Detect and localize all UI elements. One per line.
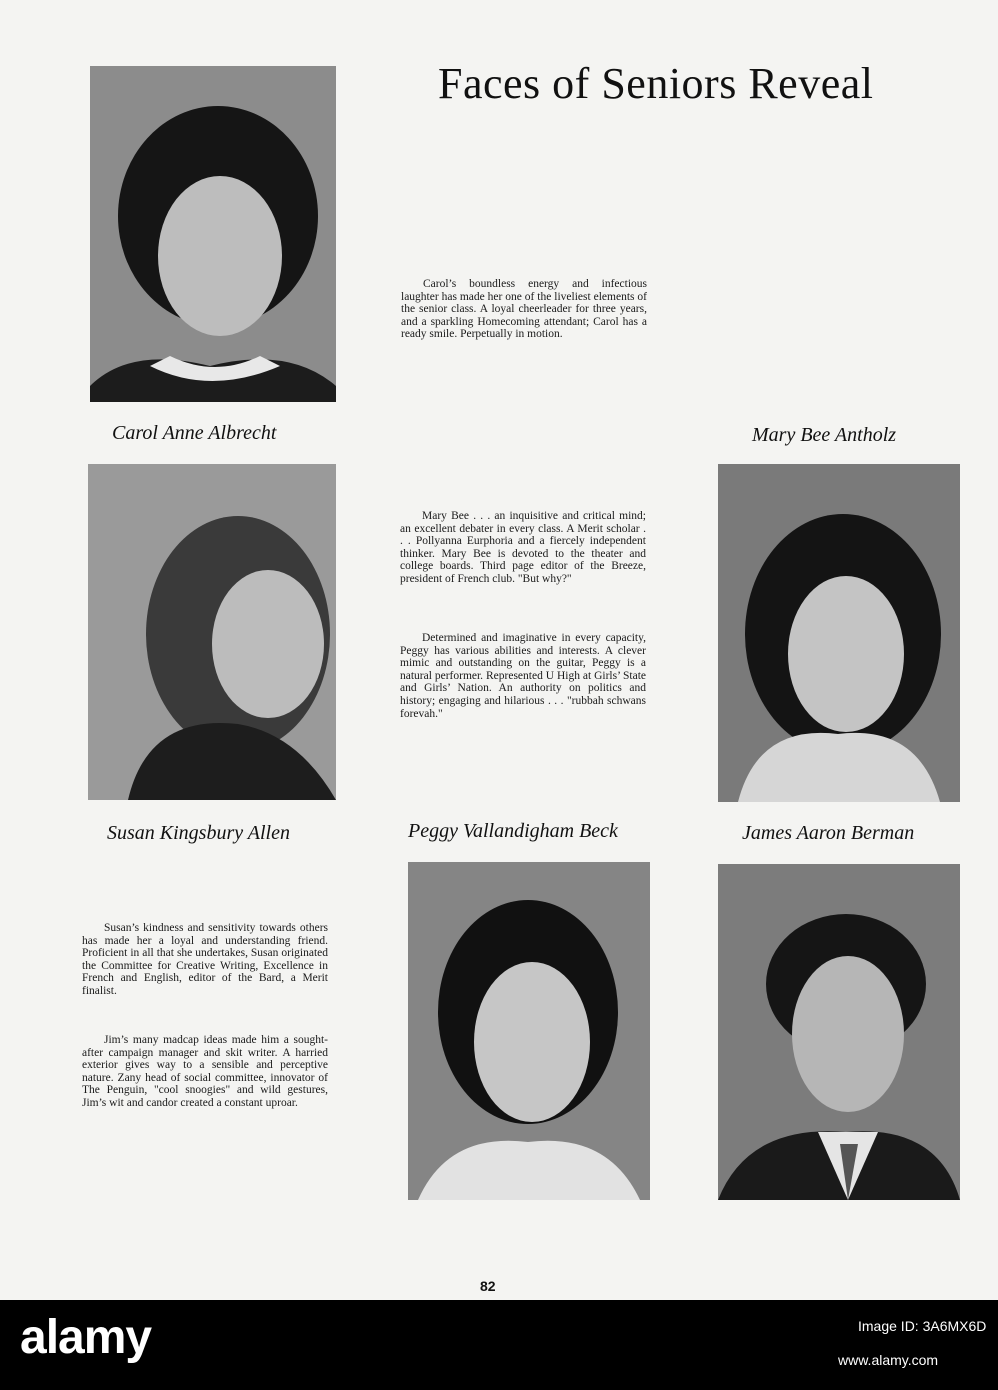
image-id: Image ID: 3A6MX6D xyxy=(858,1318,987,1334)
bio-mary: Mary Bee . . . an inquisitive and critical mind; an excellent debater in every class. A Merit scholar . . . Pollyanna Eurphoria and a fiercely independent thinker. Mary Bee is devoted to the theater and college boards. Third page editor of the Breeze, president of French club. "But why?" xyxy=(400,510,646,585)
alamy-logo: alamy xyxy=(20,1311,152,1364)
name-james-berman: James Aaron Berman xyxy=(742,822,915,844)
bio-jim: Jim’s many madcap ideas made him a sought-after campaign manager and skit writer. A harried exterior gives way to a sensible and perceptive nature. Zany head of social committee, innovator of The Penguin, "cool snoogies" and wild gestures, Jim’s wit and candor created a constant uproar. xyxy=(82,1034,328,1109)
site-url: www.alamy.com xyxy=(838,1352,939,1368)
page-title: Faces of Seniors Reveal xyxy=(438,59,874,108)
watermark-footer xyxy=(0,1300,998,1390)
portrait-peggy-beck xyxy=(408,862,650,1200)
bio-peggy: Determined and imaginative in every capacity, Peggy has various abilities and interests. A clever mimic and outstanding on the guitar, Peggy is a natural performer. Represented U High at Girls’ State and Girls’ Nation. An authority on politics and history; engaging and hilarious . . . "rubbah schwans forevah." xyxy=(400,632,646,720)
name-carol-albrecht: Carol Anne Albrecht xyxy=(112,422,277,444)
name-peggy-beck: Peggy Vallandigham Beck xyxy=(408,820,618,842)
portrait-mary-antholz xyxy=(718,464,960,802)
bio-susan: Susan’s kindness and sensitivity towards others has made her a loyal and understanding friend. Proficient in all that she undertakes, Susan originated the Committee for Creative Writing, Excellence in French and English, editor of the Bard, a Merit finalist. xyxy=(82,922,328,997)
page-number: 82 xyxy=(480,1278,496,1294)
portrait-susan-allen xyxy=(88,464,336,800)
name-mary-antholz: Mary Bee Antholz xyxy=(752,424,897,446)
name-susan-allen: Susan Kingsbury Allen xyxy=(107,822,290,844)
portrait-carol-albrecht xyxy=(90,66,336,402)
portrait-james-berman xyxy=(718,864,960,1200)
bio-carol: Carol’s boundless energy and infectious laughter has made her one of the liveliest elements of the senior class. A loyal cheerleader for three years, and a sparkling Homecoming attendant; Carol has a ready smile. Perpetually in motion. xyxy=(401,278,647,341)
